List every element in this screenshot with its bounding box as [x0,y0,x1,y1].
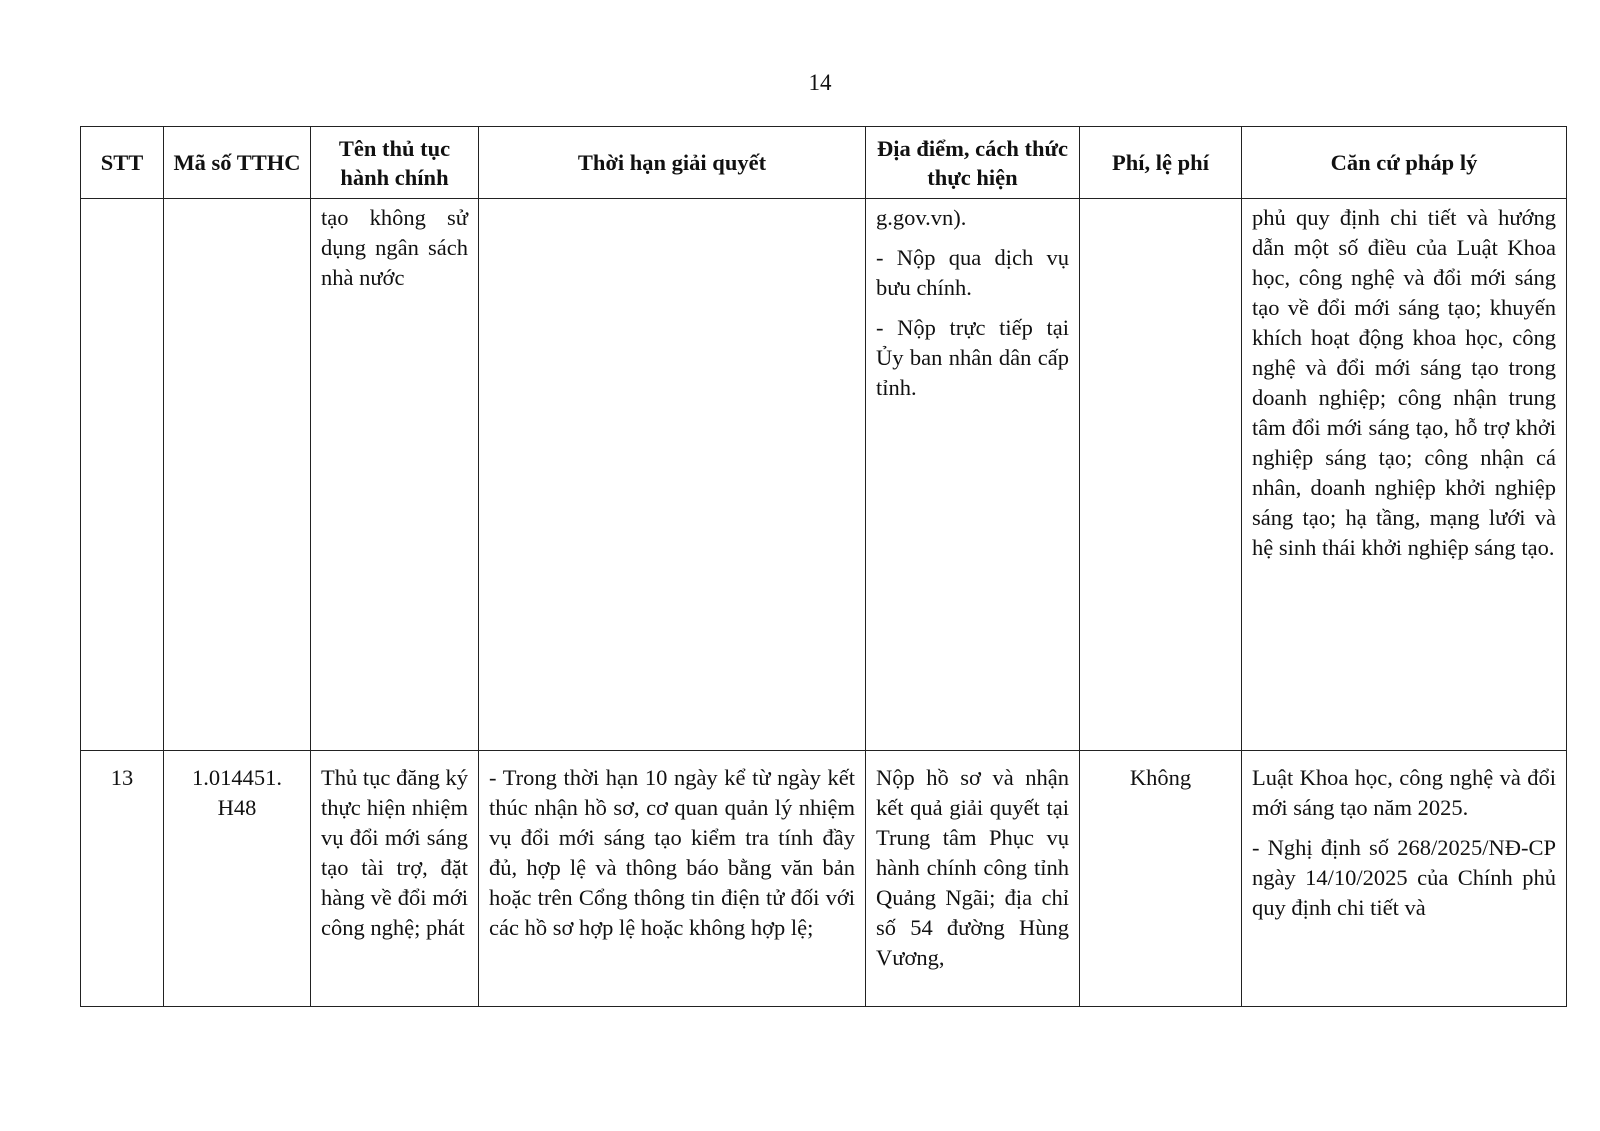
cell-procedure-name: tạo không sử dụng ngân sách nhà nước [311,199,479,751]
table-row-13 [81,751,1567,1007]
cell-stt [81,199,164,751]
cell-fee [1080,199,1242,751]
procedures-table [80,126,1567,1007]
cell-code: 1.014451. H48 [164,751,311,1007]
header-deadline: Thời hạn giải quyết [479,127,866,199]
page-number: 14 [808,70,832,95]
place-line: - Nộp qua dịch vụ bưu chính. [876,245,1069,300]
header-name: Tên thủ tục hành chính [311,127,479,199]
cell-place [866,199,1080,751]
table-row-continued [81,199,1567,751]
legal-line: Luật Khoa học, công nghệ và đổi mới sáng tạo năm 2025. [1252,765,1556,820]
header-code: Mã số TTHC [164,127,311,199]
header-place: Địa điểm, cách thức thực hiện [866,127,1080,199]
cell-fee: Không [1080,751,1242,1007]
header-row [81,127,1567,199]
header-stt: STT [81,127,164,199]
place-line: g.gov.vn). [876,205,967,230]
place-line: - Nộp trực tiếp tại Ủy ban nhân dân cấp tỉnh. [876,315,1069,400]
cell-place: Nộp hồ sơ và nhận kết quả giải quyết tại Trung tâm Phục vụ hành chính công tỉnh Quảng Ngãi; địa chỉ số 54 đường Hùng Vương, [866,751,1080,1007]
cell-legal-basis [1242,751,1567,1007]
cell-legal-basis: phủ quy định chi tiết và hướng dẫn một số điều của Luật Khoa học, công nghệ và đổi mới sáng tạo về đổi mới sáng tạo; khuyến khích hoạt động khoa học, công nghệ và đổi mới sáng tạo trong doanh nghiệp; công nhận trung tâm đổi mới sáng tạo, hỗ trợ khởi nghiệp sáng tạo; công nhận cá nhân, doanh nghiệp khởi nghiệp sáng tạo; hạ tầng, mạng lưới và hệ sinh thái khởi nghiệp sáng tạo. [1242,199,1567,751]
cell-code [164,199,311,751]
cell-procedure-name: Thủ tục đăng ký thực hiện nhiệm vụ đổi mới sáng tạo tài trợ, đặt hàng về đổi mới công nghệ; phát [311,751,479,1007]
legal-line: - Nghị định số 268/2025/NĐ-CP ngày 14/10/2025 của Chính phủ quy định chi tiết và [1252,835,1556,920]
cell-stt: 13 [81,751,164,1007]
header-legal: Căn cứ pháp lý [1242,127,1567,199]
cell-deadline [479,199,866,751]
cell-deadline: - Trong thời hạn 10 ngày kể từ ngày kết thúc nhận hồ sơ, cơ quan quản lý nhiệm vụ đổi mới sáng tạo kiểm tra tính đầy đủ, hợp lệ và thông báo bằng văn bản hoặc trên Cổng thông tin điện tử đối với các hồ sơ hợp lệ hoặc không hợp lệ; [479,751,866,1007]
header-fee: Phí, lệ phí [1080,127,1242,199]
